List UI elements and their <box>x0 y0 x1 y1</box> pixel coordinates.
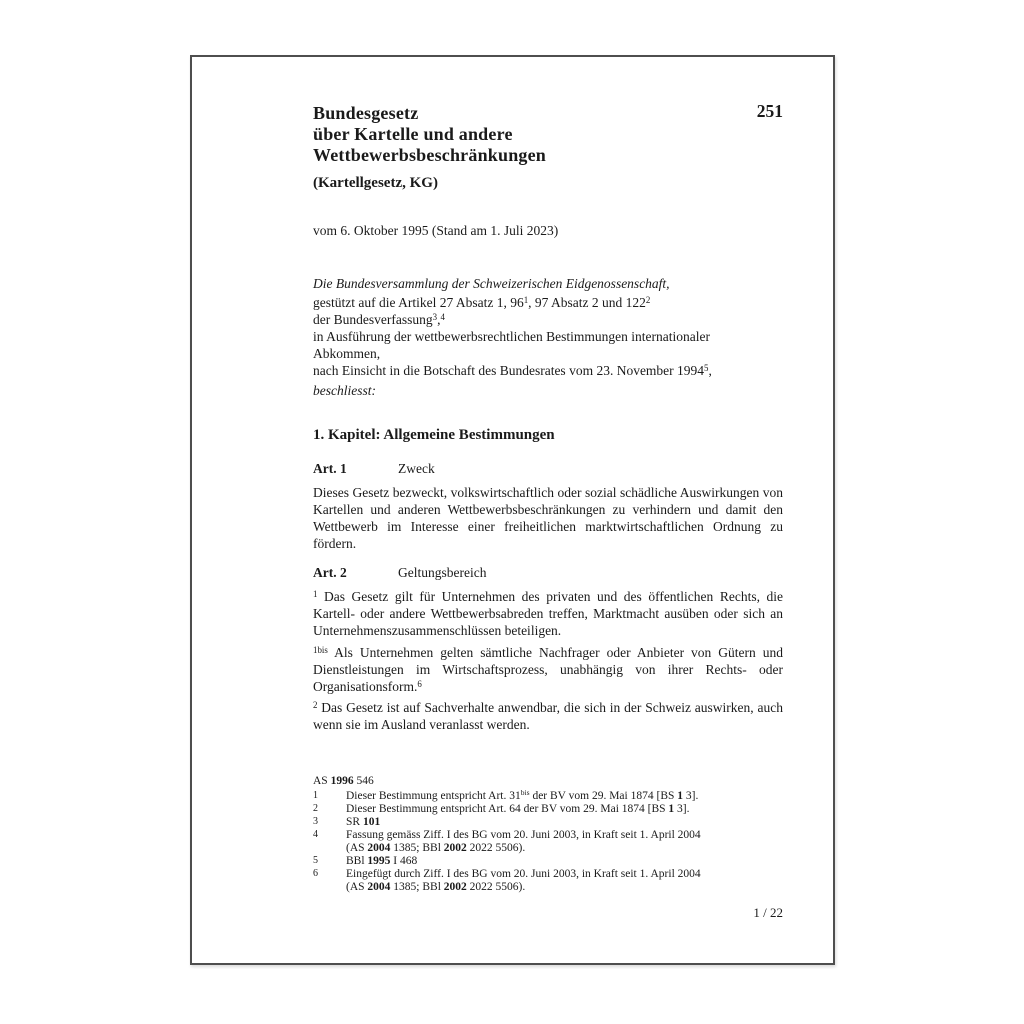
title-line-2: über Kartelle und andere <box>313 124 513 144</box>
footnote-number: 4 <box>313 829 318 840</box>
preamble-line-verfassung: der Bundesverfassung$^3$,$^4$ <box>313 311 445 327</box>
document-title <box>313 103 783 166</box>
footnote-item-6 <box>313 868 783 894</box>
article-1-paragraph-1: Dieses Gesetz bezweckt, volkswirtschaftlich oder sozial schädliche Auswirkungen von Kartellen und anderen Wettbewerbsbeschränkungen zu verhindern und damit den Wettbewerb im Interesse einer freiheitlichen marktwirtschaftlichen Ordnung zu fördern. <box>313 485 783 551</box>
preamble-line-abkommen: Abkommen, <box>313 346 381 361</box>
article-2-title: Geltungsbereich <box>398 565 487 580</box>
article-2-paragraph-1bis: $^{1bis}$ Als Unternehmen gelten sämtliche Nachfrager oder Anbieter von Gütern und Dienstleistungen im Wirtschaftsprozess, unabhängig von ihrer Rechts- oder Organisationsform.$^6$ <box>313 644 783 694</box>
footnote-text: Dieser Bestimmung entspricht Art. 64 der BV vom 29. Mai 1874 [BS 1 3]. <box>346 803 690 815</box>
document-page <box>190 55 835 965</box>
footnote-item-2 <box>313 803 783 816</box>
article-2-paragraph-2: $^2$ Das Gesetz ist auf Sachverhalte anwendbar, die sich in der Schweiz auswirken, auch wenn sie im Ausland veranlasst werden. <box>313 699 783 732</box>
title-line-1: Bundesgesetz <box>313 103 419 123</box>
footnote-item-3 <box>313 816 783 829</box>
footnote-as-reference: AS 1996 546 <box>313 775 374 787</box>
footnote-text: Eingefügt durch Ziff. I des BG vom 20. Juni 2003, in Kraft seit 1. April 2004 (AS 2004 1385; BBl 2002 2022 5506). <box>346 868 701 893</box>
footnote-item-4 <box>313 829 783 855</box>
page-indicator: 1 / 22 <box>753 905 783 920</box>
article-1-heading <box>313 460 783 477</box>
sr-classification-number: 251 <box>756 101 783 121</box>
article-1-number: Art. 1 <box>313 461 347 476</box>
preamble-line-botschaft: nach Einsicht in die Botschaft des Bundesrates vom 23. November 1994$^5$, <box>313 362 712 378</box>
footnote-item-1 <box>313 790 783 803</box>
article-2-number: Art. 2 <box>313 565 347 580</box>
footnote-number: 1 <box>313 790 318 801</box>
footnote-text: Dieser Bestimmung entspricht Art. $31^{bis}$ der BV vom 29. Mai 1874 [BS 1 3]. <box>346 788 699 802</box>
preamble-intro: Die Bundesversammlung der Schweizerischen Eidgenossenschaft, <box>313 276 670 291</box>
article-1-title: Zweck <box>398 461 435 476</box>
footnote-text: Fassung gemäss Ziff. I des BG vom 20. Juni 2003, in Kraft seit 1. April 2004 (AS 2004 1385; BBl 2002 2022 5506). <box>346 829 701 854</box>
chapter-heading: 1. Kapitel: Allgemeine Bestimmungen <box>313 427 555 443</box>
footnote-item-5 <box>313 855 783 868</box>
title-line-3: Wettbewerbsbeschränkungen <box>313 145 547 165</box>
document-subtitle: (Kartellgesetz, KG) <box>313 175 438 191</box>
footnote-number: 6 <box>313 868 318 879</box>
preamble-closing: beschliesst: <box>313 383 376 398</box>
footnote-number: 5 <box>313 855 318 866</box>
article-2-paragraph-1: $^1$ Das Gesetz gilt für Unternehmen des privaten und des öffentlichen Rechts, die Kartell- oder andere Wettbewerbsabreden treffen, Marktmacht ausüben oder sich an Unternehmenszusammenschlüssen beteiligen. <box>313 588 783 638</box>
preamble-line-ausfuehrung: in Ausführung der wettbewerbsrechtlichen Bestimmungen internationaler <box>313 329 711 344</box>
footnote-number: 2 <box>313 803 318 814</box>
article-2-heading <box>313 564 783 581</box>
preamble-line-gestuetzt: gestützt auf die Artikel 27 Absatz 1, $96^1$, 97 Absatz 2 und $122^2$ <box>313 294 651 310</box>
footnote-text: SR 101 <box>346 816 381 828</box>
footnotes-block <box>313 775 783 894</box>
footnote-number: 3 <box>313 816 318 827</box>
footnote-text: BBl 1995 I 468 <box>346 855 418 867</box>
preamble <box>313 275 783 399</box>
page-content <box>313 103 783 733</box>
date-status-line: vom 6. Oktober 1995 (Stand am 1. Juli 2023) <box>313 223 559 238</box>
